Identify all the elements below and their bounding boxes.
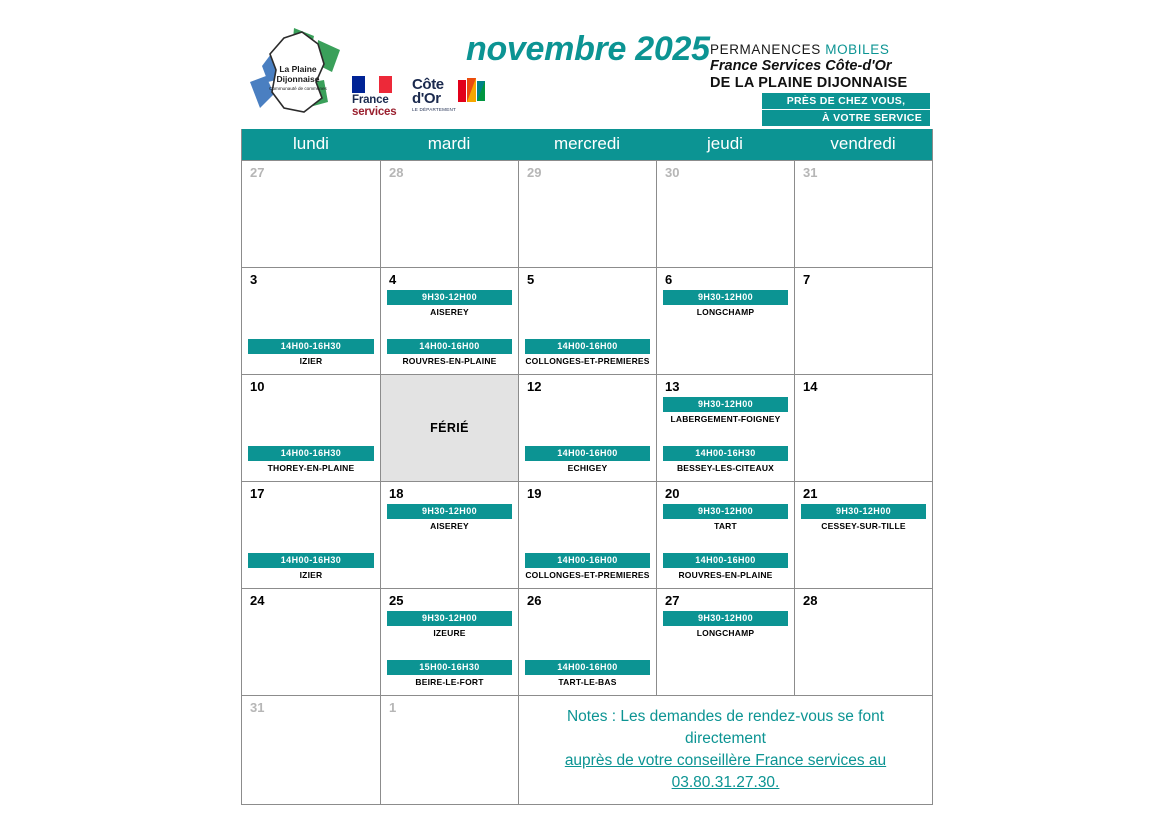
day-number: 29 [527, 165, 542, 180]
calendar-day-cell[interactable] [656, 375, 794, 481]
notes-line-1: Notes : Les demandes de rendez-vous se font [566, 708, 885, 725]
calendar-day-cell[interactable] [518, 375, 656, 481]
slot-location: ROUVRES-EN-PLAINE [402, 356, 497, 366]
header-subtitle-block [710, 42, 950, 91]
weekday-vendredi: vendredi [830, 134, 896, 153]
calendar-week-row [242, 588, 932, 695]
slot-location: TART-LE-BAS [558, 677, 617, 687]
day-number: 10 [250, 379, 265, 394]
day-number: 26 [527, 593, 542, 608]
weekday-lundi: lundi [293, 134, 329, 153]
banner-line1: PRÈS DE CHEZ VOUS, [762, 93, 930, 109]
calendar-day-cell[interactable] [794, 589, 932, 695]
day-number: 27 [665, 593, 680, 608]
day-number: 12 [527, 379, 542, 394]
day-number: 30 [665, 165, 680, 180]
slot-time: 14H00-16H00 [525, 446, 650, 461]
permanence-slot[interactable] [663, 290, 788, 317]
slot-time: 9H30-12H00 [387, 611, 512, 626]
permanence-slot[interactable] [387, 660, 512, 687]
slot-location: THOREY-EN-PLAINE [267, 463, 355, 473]
permanence-slot[interactable] [387, 339, 512, 366]
permanence-slot[interactable] [387, 290, 512, 317]
france-services-line1: France [352, 94, 389, 106]
slot-time: 9H30-12H00 [801, 504, 926, 519]
slot-time: 14H00-16H00 [663, 553, 788, 568]
calendar-day-cell[interactable] [794, 375, 932, 481]
calendar-day-cell[interactable] [518, 268, 656, 374]
day-number: 13 [665, 379, 680, 394]
day-number: 6 [665, 272, 673, 287]
holiday-badge: FÉRIÉ [381, 375, 518, 481]
calendar-grid [241, 129, 933, 805]
page-title: novembre 2025 [466, 30, 710, 68]
day-number: 5 [527, 272, 535, 287]
cote-dor-subtitle: LE DÉPARTEMENT [412, 107, 456, 112]
permanence-slot[interactable] [663, 611, 788, 638]
header-banner [762, 93, 930, 126]
calendar-day-cell[interactable] [242, 375, 380, 481]
day-number: 19 [527, 486, 542, 501]
calendar-day-cell[interactable] [242, 268, 380, 374]
logo-plaine-line2: Dijonnaise [276, 74, 320, 84]
calendar-day-cell[interactable] [380, 589, 518, 695]
slot-location: IZEURE [433, 628, 466, 638]
logo-france-services [352, 76, 410, 122]
slot-time: 9H30-12H00 [663, 504, 788, 519]
calendar-day-cell[interactable] [380, 482, 518, 588]
slot-time: 9H30-12H00 [387, 290, 512, 305]
calendar-week-row [242, 374, 932, 481]
calendar-week-row-last [242, 695, 932, 804]
logo-cote-dor [412, 78, 474, 118]
permanence-slot[interactable] [387, 504, 512, 531]
day-number: 1 [389, 700, 397, 715]
slot-time: 14H00-16H00 [387, 339, 512, 354]
permanence-slot[interactable] [801, 504, 926, 531]
slot-location: AISEREY [430, 307, 469, 317]
notes-block [518, 696, 932, 804]
calendar-day-cell[interactable] [794, 161, 932, 267]
calendar-day-cell[interactable] [242, 482, 380, 588]
header-line1-a: PERMANENCES [710, 42, 826, 57]
logo-plaine-line3: Communauté de communes [269, 86, 327, 91]
logo-plaine-dijonnaise [232, 20, 350, 128]
permanence-slot[interactable] [248, 446, 374, 473]
calendar-day-cell[interactable] [518, 482, 656, 588]
permanence-slot[interactable] [525, 339, 650, 366]
header-line3: DE LA PLAINE DIJONNAISE [710, 75, 908, 91]
calendar-week-row [242, 160, 932, 267]
permanence-slot[interactable] [525, 553, 650, 580]
slot-time: 14H00-16H00 [525, 660, 650, 675]
weekday-mardi: mardi [427, 134, 471, 153]
permanence-slot[interactable] [663, 446, 788, 473]
calendar-day-cell[interactable] [380, 696, 518, 804]
calendar-day-cell[interactable] [656, 482, 794, 588]
calendar-day-cell[interactable] [794, 482, 932, 588]
calendar-header [0, 0, 1169, 130]
slot-location: TART [714, 521, 737, 531]
day-number: 31 [250, 700, 265, 715]
cote-dor-line2: d'Or [412, 90, 441, 107]
day-number: 31 [803, 165, 818, 180]
slot-time: 14H00-16H30 [248, 553, 374, 568]
calendar-day-cell[interactable] [794, 268, 932, 374]
calendar-day-cell[interactable] [380, 375, 518, 481]
slot-time: 14H00-16H30 [248, 446, 374, 461]
day-number: 7 [803, 272, 811, 287]
slot-time: 9H30-12H00 [663, 611, 788, 626]
slot-time: 14H00-16H30 [663, 446, 788, 461]
france-services-line2: services [352, 105, 397, 118]
calendar-day-cell[interactable] [380, 268, 518, 374]
slot-location: COLLONGES-ET-PREMIERES [525, 356, 650, 366]
day-number: 18 [389, 486, 404, 501]
slot-location: BESSEY-LES-CITEAUX [676, 463, 775, 473]
slot-time: 9H30-12H00 [387, 504, 512, 519]
slot-time: 15H00-16H30 [387, 660, 512, 675]
permanence-slot[interactable] [525, 660, 650, 687]
day-number: 17 [250, 486, 265, 501]
slot-time: 9H30-12H00 [663, 290, 788, 305]
plaine-dijonnaise-shape-icon [232, 20, 350, 128]
header-line1-b: MOBILES [825, 42, 890, 57]
day-number: 20 [665, 486, 680, 501]
cote-dor-emblem-icon [458, 78, 486, 104]
calendar-day-cell[interactable] [242, 161, 380, 267]
calendar-day-cell[interactable] [656, 161, 794, 267]
french-flag-icon [352, 76, 392, 93]
permanence-slot[interactable] [387, 611, 512, 638]
slot-location: CESSEY-SUR-TILLE [821, 521, 906, 531]
weekday-jeudi: jeudi [707, 134, 743, 153]
permanence-slot[interactable] [248, 553, 374, 580]
calendar-day-cell[interactable] [518, 589, 656, 695]
day-number: 4 [389, 272, 397, 287]
calendar-day-cell[interactable] [518, 161, 656, 267]
day-number: 25 [389, 593, 404, 608]
permanence-slot[interactable] [663, 553, 788, 580]
calendar-day-cell[interactable] [242, 589, 380, 695]
slot-location: IZIER [299, 570, 323, 580]
day-number: 14 [803, 379, 818, 394]
calendar-day-cell[interactable] [380, 161, 518, 267]
calendar-day-cell[interactable] [656, 589, 794, 695]
calendar-day-cell[interactable] [656, 268, 794, 374]
permanence-slot[interactable] [248, 339, 374, 366]
day-number: 27 [250, 165, 265, 180]
slot-location: BEIRE-LE-FORT [415, 677, 484, 687]
logo-plaine-line1: La Plaine [279, 64, 317, 74]
slot-location: AISEREY [430, 521, 469, 531]
slot-time: 14H00-16H00 [525, 553, 650, 568]
slot-time: 9H30-12H00 [663, 397, 788, 412]
permanence-slot[interactable] [663, 397, 788, 424]
calendar-week-row [242, 267, 932, 374]
permanence-slot[interactable] [525, 446, 650, 473]
weekday-mercredi: mercredi [553, 134, 621, 153]
day-number: 28 [803, 593, 818, 608]
banner-line2: À VOTRE SERVICE [762, 110, 930, 126]
notes-phone-number: 03.80.31.27.30. [671, 774, 780, 791]
slot-location: COLLONGES-ET-PREMIERES [525, 570, 650, 580]
cote-dor-line1: Côte [412, 76, 444, 93]
calendar-week-row [242, 481, 932, 588]
slot-location: LONGCHAMP [696, 628, 755, 638]
slot-time: 14H00-16H30 [248, 339, 374, 354]
slot-location: LABERGEMENT-FOIGNEY [670, 414, 781, 424]
notes-line-3: auprès de votre conseillère France services au [564, 752, 887, 769]
day-number: 3 [250, 272, 258, 287]
notes-line-2: directement [685, 730, 766, 747]
day-number: 21 [803, 486, 818, 501]
calendar-day-cell[interactable] [242, 696, 380, 804]
slot-location: LONGCHAMP [696, 307, 755, 317]
slot-location: ROUVRES-EN-PLAINE [678, 570, 773, 580]
slot-location: IZIER [299, 356, 323, 366]
day-number: 24 [250, 593, 265, 608]
slot-time: 14H00-16H00 [525, 339, 650, 354]
slot-location: ECHIGEY [567, 463, 608, 473]
permanence-slot[interactable] [663, 504, 788, 531]
header-line2: France Services Côte-d'Or [710, 58, 892, 74]
day-number: 28 [389, 165, 404, 180]
weekday-header-row [242, 129, 932, 160]
